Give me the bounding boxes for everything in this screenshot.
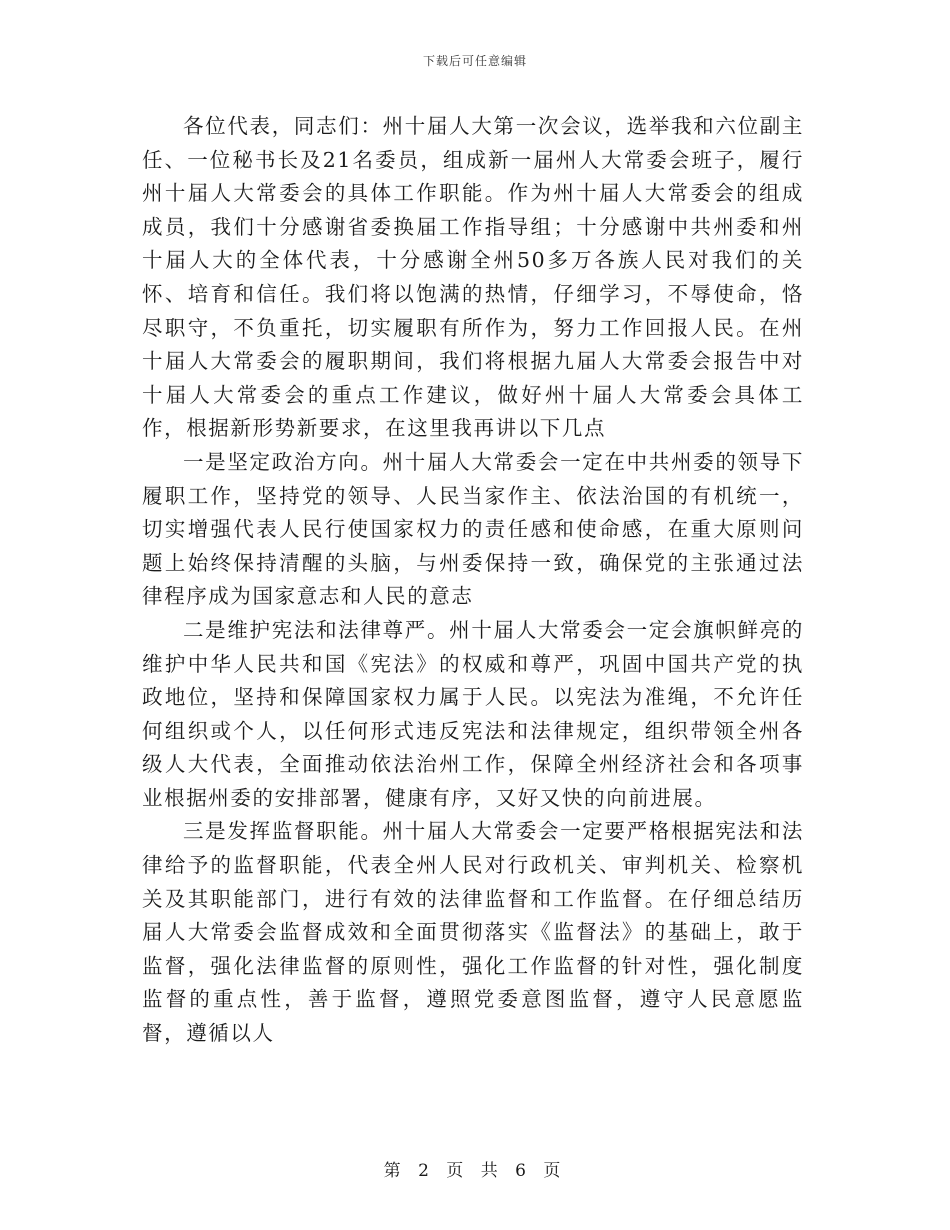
paragraph-opening: 各位代表，同志们：州十届人大第一次会议，选举我和六位副主任、一位秘书长及21名委员，组成新一届州人大常委会班子，履行州十届人大常委会的具体工作职能。作为州十届人大常委会的组成成员，我们十分感谢省委换届工作指导组；十分感谢中共州委和州十届人大的全体代表，十分感谢全州50多万各族人民对我们的关怀、培育和信任。我们将以饱满的热情，仔细学习，不辱使命，恪尽职守，不负重托，切实履职有所作为，努力工作回报人民。在州十届人大常委会的履职期间，我们将根据九届人大常委会报告中对十届人大常委会的重点工作建议，做好州十届人大常委会具体工作，根据新形势新要求，在这里我再讲以下几点: [142, 114, 804, 441]
document-body: [142, 110, 804, 1051]
paragraph-point-three: 三是发挥监督职能。州十届人大常委会一定要严格根据宪法和法律给予的监督职能，代表全州人民对行政机关、审判机关、检察机关及其职能部门，进行有效的法律监督和工作监督。在仔细总结历届人大常委会监督成效和全面贯彻落实《监督法》的基础上，敢于监督，强化法律监督的原则性，强化工作监督的针对性，强化制度监督的重点性，善于监督，遵照党委意图监督，遵守人民意愿监督，遵循以人: [142, 819, 804, 1046]
page-header-note: 下载后可任意编辑: [422, 54, 527, 68]
page-number: 第 2 页 共 6 页: [383, 1161, 567, 1181]
paragraph-point-one: 一是坚定政治方向。州十届人大常委会一定在中共州委的领导下履职工作，坚持党的领导、人民当家作主、依法治国的有机统一，切实增强代表人民行使国家权力的责任感和使命感，在重大原则问题上始终保持清醒的头脑，与州委保持一致，确保党的主张通过法律程序成为国家意志和人民的意志: [142, 449, 804, 609]
paragraph-point-two: 二是维护宪法和法律尊严。州十届人大常委会一定会旗帜鲜亮的维护中华人民共和国《宪法》的权威和尊严，巩固中国共产党的执政地位，坚持和保障国家权力属于人民。以宪法为准绳，不允许任何组织或个人，以任何形式违反宪法和法律规定，组织带领全州各级人大代表，全面推动依法治州工作，保障全州经济社会和各项事业根据州委的安排部署，健康有序，又好又快的向前进展。: [142, 617, 804, 810]
